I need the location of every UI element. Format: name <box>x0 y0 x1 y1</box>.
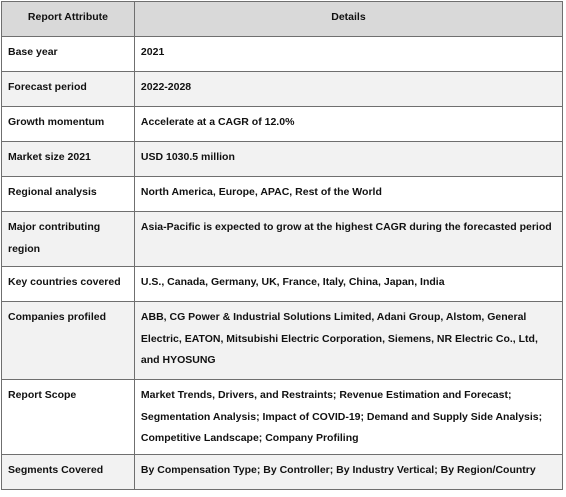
row-attribute: Segments Covered <box>2 454 135 489</box>
table-row <box>2 267 563 302</box>
table-row <box>2 380 563 455</box>
row-attribute: Major contributing region <box>2 212 135 267</box>
row-details: Market Trends, Drivers, and Restraints; Revenue Estimation and Forecast; Segmentation Analysis; Impact of COVID-19; Demand and Supply Side Analysis; Competitive Landscape; Company Profiling <box>134 380 562 455</box>
report-attributes-table <box>1 1 563 490</box>
row-details: 2022-2028 <box>134 72 562 107</box>
row-attribute: Key countries covered <box>2 267 135 302</box>
row-attribute: Growth momentum <box>2 107 135 142</box>
row-details: Asia-Pacific is expected to grow at the highest CAGR during the forecasted period <box>134 212 562 267</box>
table-row <box>2 454 563 489</box>
row-details: Accelerate at a CAGR of 12.0% <box>134 107 562 142</box>
header-report-attribute: Report Attribute <box>2 2 135 37</box>
table-row <box>2 142 563 177</box>
table-row <box>2 177 563 212</box>
table-row <box>2 212 563 267</box>
row-details: North America, Europe, APAC, Rest of the World <box>134 177 562 212</box>
header-row <box>2 2 563 37</box>
row-details: 2021 <box>134 37 562 72</box>
row-attribute: Base year <box>2 37 135 72</box>
row-details: U.S., Canada, Germany, UK, France, Italy, China, Japan, India <box>134 267 562 302</box>
row-attribute: Regional analysis <box>2 177 135 212</box>
table-row <box>2 302 563 380</box>
table-row <box>2 107 563 142</box>
table-row <box>2 72 563 107</box>
row-details: USD 1030.5 million <box>134 142 562 177</box>
row-details: By Compensation Type; By Controller; By Industry Vertical; By Region/Country <box>134 454 562 489</box>
row-attribute: Report Scope <box>2 380 135 455</box>
row-details: ABB, CG Power & Industrial Solutions Limited, Adani Group, Alstom, General Electric, EATON, Mitsubishi Electric Corporation, Siemens, NR Electric Co., Ltd, and HYOSUNG <box>134 302 562 380</box>
header-details: Details <box>134 2 562 37</box>
row-attribute: Companies profiled <box>2 302 135 380</box>
row-attribute: Forecast period <box>2 72 135 107</box>
table-row <box>2 37 563 72</box>
row-attribute: Market size 2021 <box>2 142 135 177</box>
table-header <box>2 2 563 37</box>
table-body <box>2 37 563 490</box>
